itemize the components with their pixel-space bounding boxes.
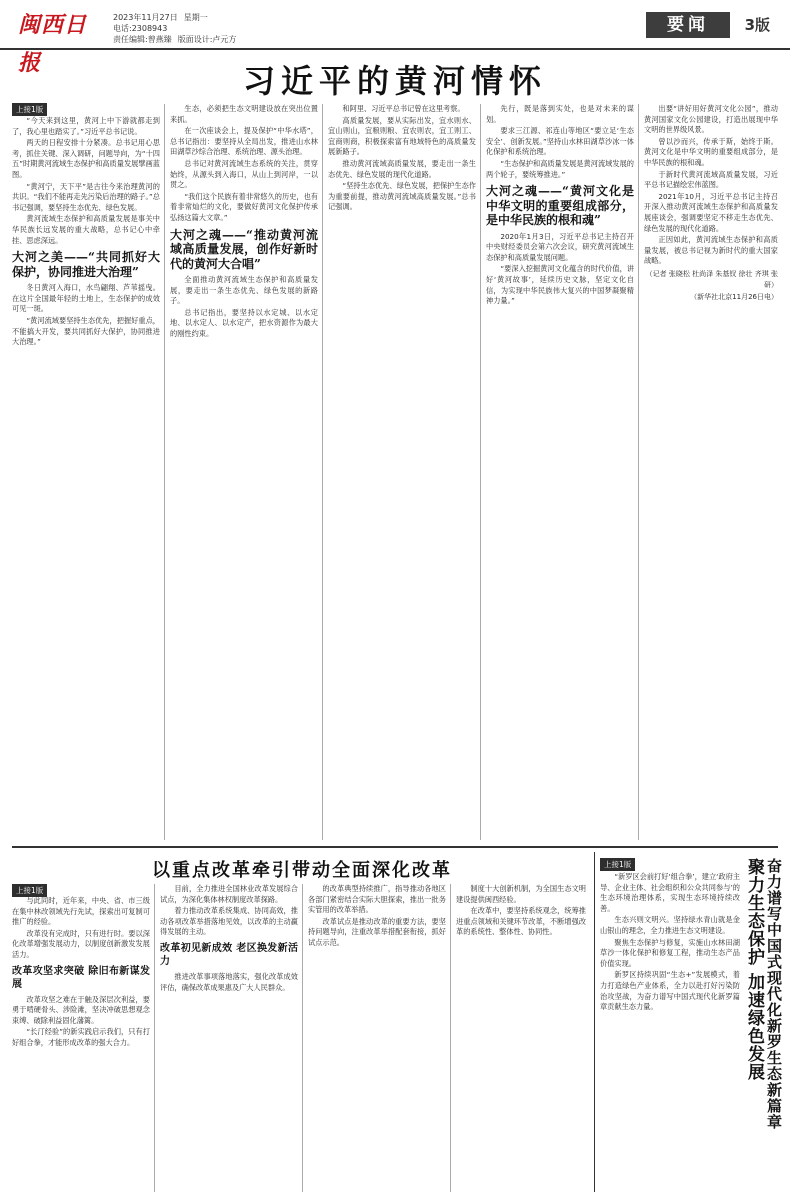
paragraph: 与此同时，近年来，中央、省、市三级在集中林改领域先行先试，探索出可复制可推广的经验。	[12, 896, 150, 927]
column-divider	[322, 104, 323, 840]
paragraph: 先行，既是落到实处，也是对未来的谋划。	[486, 104, 634, 124]
bottom-column-1	[12, 896, 150, 1192]
paragraph: 在一次座谈会上，提及保护“中华水塔”，总书记指出：要坚持从全局出发，推进山水林田湖草沙综合治理、系统治理、源头治理。	[170, 126, 318, 157]
right-article-body	[600, 872, 740, 1192]
paragraph: 改革没有完成时，只有进行时。要以深化改革增强发展动力，以制度创新激发发展活力。	[12, 928, 150, 959]
news-source: （新华社北京11月26日电）	[690, 293, 778, 302]
article-column-2	[170, 104, 318, 840]
section-subhead: 大河之魂——“黄河文化是中华文明的重要组成部分，是中华民族的根和魂”	[486, 184, 634, 228]
paragraph: 高质量发展，要从实际出发，宜水则水、宜山则山，宜粮则粮、宜农则农，宜工则工、宜商则商，积极探索富有地域特色的高质量发展新路子。	[328, 115, 476, 157]
paragraph: “黄河宁，天下平”是古往今来治理黄河的共识。“我们不能再走先污染后治理的路子。”总书记强调，要坚持生态优先、绿色发展。	[12, 181, 160, 212]
column-divider	[154, 884, 155, 1192]
paragraph: 全面推动黄河流域生态保护和高质量发展，要走出一条生态优先、绿色发展的新路子。	[170, 275, 318, 306]
column-divider	[480, 104, 481, 840]
column-4-paragraphs-continued	[486, 232, 634, 307]
header-meta	[113, 12, 242, 45]
paragraph: 推进改革事项落地落实，强化改革成效评估，确保改革成果惠及广大人民群众。	[160, 971, 298, 992]
paragraph: 推动黄河流域高质量发展，要走出一条生态优先、绿色发展的现代化道路。	[328, 158, 476, 179]
paragraph: “坚持生态优先、绿色发展，把保护生态作为重要前提，推动黄河流域高质量发展。”总书记强调。	[328, 181, 476, 212]
paragraph: “我们这个民族有着非常悠久的历史，也有着非常灿烂的文化，要做好黄河文化保护传承弘扬这篇大文章。”	[170, 191, 318, 222]
paragraph: 生态，必须把生态文明建设放在突出位置来抓。	[170, 104, 318, 124]
column-2-paragraphs-continued	[170, 275, 318, 340]
section-subhead: 改革初见新成效 老区换发新活力	[160, 942, 298, 967]
paragraph: 和阿里、习近平总书记曾在这里考察。	[342, 104, 465, 113]
bottom-column-3-paragraphs	[308, 884, 446, 949]
bottom-column-3	[308, 884, 446, 1192]
paragraph: 两天的日程安排十分紧凑。总书记用心思考，抓住关键、深入调研，问题导向，为“十四五”时期黄河流域生态保护和高质量发展擘画蓝图。	[12, 138, 160, 179]
paragraph: 出要“讲好用好黄河文化公园”，推动黄河国家文化公园建设，打造出展现中华文明的世界级风景。	[644, 104, 778, 135]
bottom-column-2-paragraphs	[160, 884, 298, 938]
article-column-3	[328, 104, 476, 840]
editor-credit: 责任编辑:曾燕臻	[113, 35, 172, 44]
column-divider	[164, 104, 165, 840]
phone-number: 电话:2308943	[113, 24, 168, 33]
issue-weekday: 星期一	[183, 13, 208, 22]
paragraph: 于新时代黄河流域高质量发展，习近平总书记描绘宏伟蓝图。	[644, 169, 778, 190]
paragraph: 的改革典型持续推广，指导推动各地区各部门紧密结合实际大胆探索，推出一批务实管用的改革举措。	[308, 884, 446, 915]
column-divider	[450, 884, 451, 1192]
paragraph: 着力推动改革系统集成、协同高效，推动各项改革举措落地见效，以改革的主动赢得发展的主动。	[160, 906, 298, 937]
paragraph: 制度十大创新机制，为全国生态文明建设提供闽西经验。	[456, 884, 586, 904]
paragraph: 目前，全力推进全国林业改革发展综合试点，为深化集体林权制度改革探路。	[160, 884, 298, 904]
continued-tag: 上接1版	[12, 103, 47, 116]
paragraph: 生态兴则文明兴。坚持绿水青山就是金山银山的理念，全力推进生态文明建设。	[600, 915, 740, 935]
article-column-5	[644, 104, 778, 840]
paragraph: 改革攻坚之难在于触及深层次利益，要勇于啃硬骨头、涉险滩，坚决冲破思想观念束缚、破除利益固化藩篱。	[12, 994, 150, 1025]
vertical-headline-main: 奋力谱写中国式现代化新罗生态新篇章	[765, 858, 783, 1130]
paragraph: “要深入挖掘黄河文化蕴含的时代价值，讲好‘黄河故事’，延续历史文脉，坚定文化自信，为实现中华民族伟大复兴的中国梦凝聚精神力量。”	[486, 264, 634, 306]
paragraph: 改革试点是推动改革的重要方法，要坚持问题导向，注重改革举措配套衔接，抓好试点示范。	[308, 916, 446, 947]
column-5-paragraphs	[644, 104, 778, 267]
section-subhead: 改革攻坚求突破 除旧布新谋发展	[12, 965, 150, 990]
secondary-headline: 以重点改革牵引带动全面深化改革	[152, 860, 452, 881]
bottom-column-4-paragraphs	[456, 884, 586, 938]
right-article-paragraphs	[600, 872, 740, 1013]
section-label: 要闻	[646, 12, 730, 38]
newspaper-logo: 闽西日报	[18, 12, 88, 76]
designer-credit: 版面设计:卢元方	[177, 35, 237, 44]
paragraph: “生态保护和高质量发展是黄河流域发展的两个轮子，要统筹推进。”	[486, 158, 634, 179]
masthead	[0, 0, 790, 76]
bottom-column-1-paragraphs	[12, 896, 150, 961]
paragraph: 曾以沙而兴，传承于斯，始终于斯。黄河文化是中华文明的重要组成部分，是中华民族的根和魂。	[644, 136, 778, 167]
page-number: 3版	[744, 16, 770, 34]
column-3-paragraphs	[328, 104, 476, 213]
bottom-column-2-continued	[160, 972, 298, 993]
article-column-1	[12, 116, 160, 840]
paragraph: “新罗区会前打好‘组合拳’，建立‘政府主导、企业主体、社会组织和公众共同参与’的生态环境治理体系，实现生态环境持续改善。	[600, 872, 740, 913]
paragraph: “黄河流域要坚持生态优先，把握好重点，不能搞大开发，要共同抓好大保护，协同推进大治理。”	[12, 315, 160, 347]
paragraph: “今天来到这里，黄河上中下游就都走到了，我心里也踏实了。”习近平总书记说。	[12, 116, 160, 136]
column-4-paragraphs	[486, 104, 634, 180]
paragraph: 黄河流域生态保护和高质量发展是事关中华民族长远发展的重大战略，总书记心中牵挂、思虑深远。	[12, 214, 160, 245]
paragraph: 2020年1月3日，习近平总书记主持召开中央财经委员会第六次会议，研究黄河流域生态保护和高质量发展问题。	[486, 231, 634, 262]
paragraph: 聚焦生态保护与修复，实施山水林田湖草沙一体化保护和修复工程，推动生态产品价值实现。	[600, 937, 740, 968]
section-divider	[12, 846, 778, 848]
bottom-column-2	[160, 884, 298, 1192]
paragraph: 总书记指出，要坚持以水定城、以水定地、以水定人、以水定产，把水资源作为最大的刚性约束。	[170, 307, 318, 338]
continued-tag: 上接1版	[12, 884, 47, 897]
article-column-4	[486, 104, 634, 840]
paragraph: 在改革中，要坚持系统观念，统筹推进重点领域和关键环节改革，不断增强改革的系统性、整体性、协同性。	[456, 906, 586, 937]
paragraph: 要求三江源、祁连山等地区“要立足‘生态安全’、创新发展。”坚持山水林田湖草沙冰一体化保护和系统治理。	[486, 126, 634, 157]
continued-tag: 上接1版	[600, 858, 635, 871]
article-divider	[594, 852, 595, 1192]
column-2-paragraphs	[170, 104, 318, 224]
section-subhead: 大河之美——“共同抓好大保护，协同推进大治理”	[12, 250, 160, 279]
column-divider	[638, 104, 639, 840]
section-subhead: 大河之魂——“推动黄河流域高质量发展，创作好新时代的黄河大合唱”	[170, 227, 318, 271]
issue-date: 2023年11月27日	[113, 13, 178, 22]
bottom-column-4	[456, 884, 586, 1192]
paragraph: 新罗区持续巩固“生态+”发展模式，着力打造绿色产业体系，全力以赴打好污染防治攻坚战，为奋力谱写中国式现代化新罗篇章贡献生态力量。	[600, 970, 740, 1012]
main-headline: 习近平的黄河情怀	[242, 62, 547, 100]
paragraph: 冬日黄河入海口，水鸟翩翔、芦苇摇曳。在这片全国最年轻的土地上，生态保护的成效可见一斑。	[12, 283, 160, 314]
paragraph: “长汀经验”的新实践启示我们，只有打好组合拳，才能形成改革的强大合力。	[12, 1027, 150, 1047]
bottom-column-1-continued	[12, 995, 150, 1049]
column-1-paragraphs-continued	[12, 283, 160, 348]
paragraph: 总书记对黄河流域生态系统的关注，贯穿始终，从源头到入海口，从山上到河岸，一以贯之。	[170, 158, 318, 190]
paragraph: 2021年10月，习近平总书记主持召开深入推动黄河流域生态保护和高质量发展座谈会，强调要坚定不移走生态优先、绿色发展的现代化道路。	[644, 191, 778, 233]
vertical-headline: 聚力生态保护 加速绿色发展	[744, 858, 764, 1081]
paragraph: 正因如此，黄河流域生态保护和高质量发展，被总书记视为新时代的重大国家战略。	[644, 235, 778, 266]
byline: （记者 张晓松 杜尚泽 朱基钗 徐壮 齐琪 张研）	[645, 269, 778, 289]
column-divider	[302, 884, 303, 1192]
column-1-paragraphs	[12, 116, 160, 246]
